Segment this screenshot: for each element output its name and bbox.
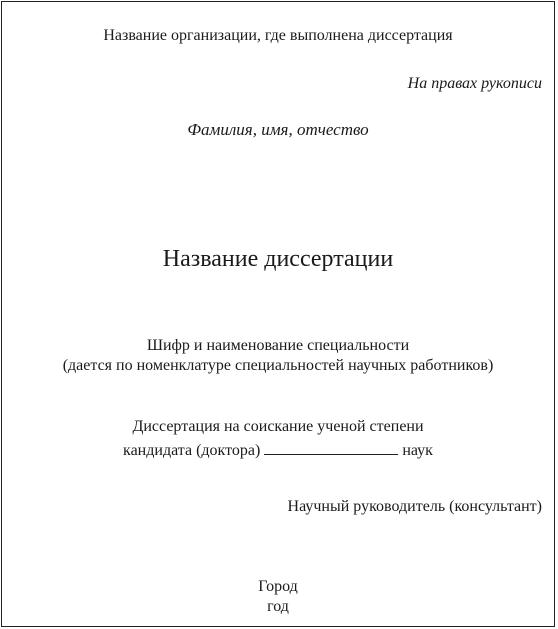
specialty-code-line: Шифр и наименование специальности <box>146 337 410 354</box>
city-line: Город <box>258 578 298 595</box>
title-page <box>1 1 555 627</box>
degree-line: Диссертация на соискание ученой степени <box>132 418 424 435</box>
degree-field-line <box>2 440 554 459</box>
organization-name: Название организации, где выполнена диссертация <box>103 27 453 44</box>
dissertation-title: Название диссертации <box>162 246 394 272</box>
author-name: Фамилия, имя, отчество <box>187 120 369 139</box>
supervisor-line: Научный руководитель (консультант) <box>287 498 542 515</box>
specialty-note-line: (дается по номенклатуре специальностей научных работников) <box>62 357 494 374</box>
year-line: год <box>267 598 289 615</box>
degree-prefix: кандидата (доктора) <box>123 442 261 459</box>
manuscript-rights-note: На правах рукописи <box>407 75 542 92</box>
degree-suffix: наук <box>402 442 433 459</box>
science-field-blank <box>264 440 398 455</box>
